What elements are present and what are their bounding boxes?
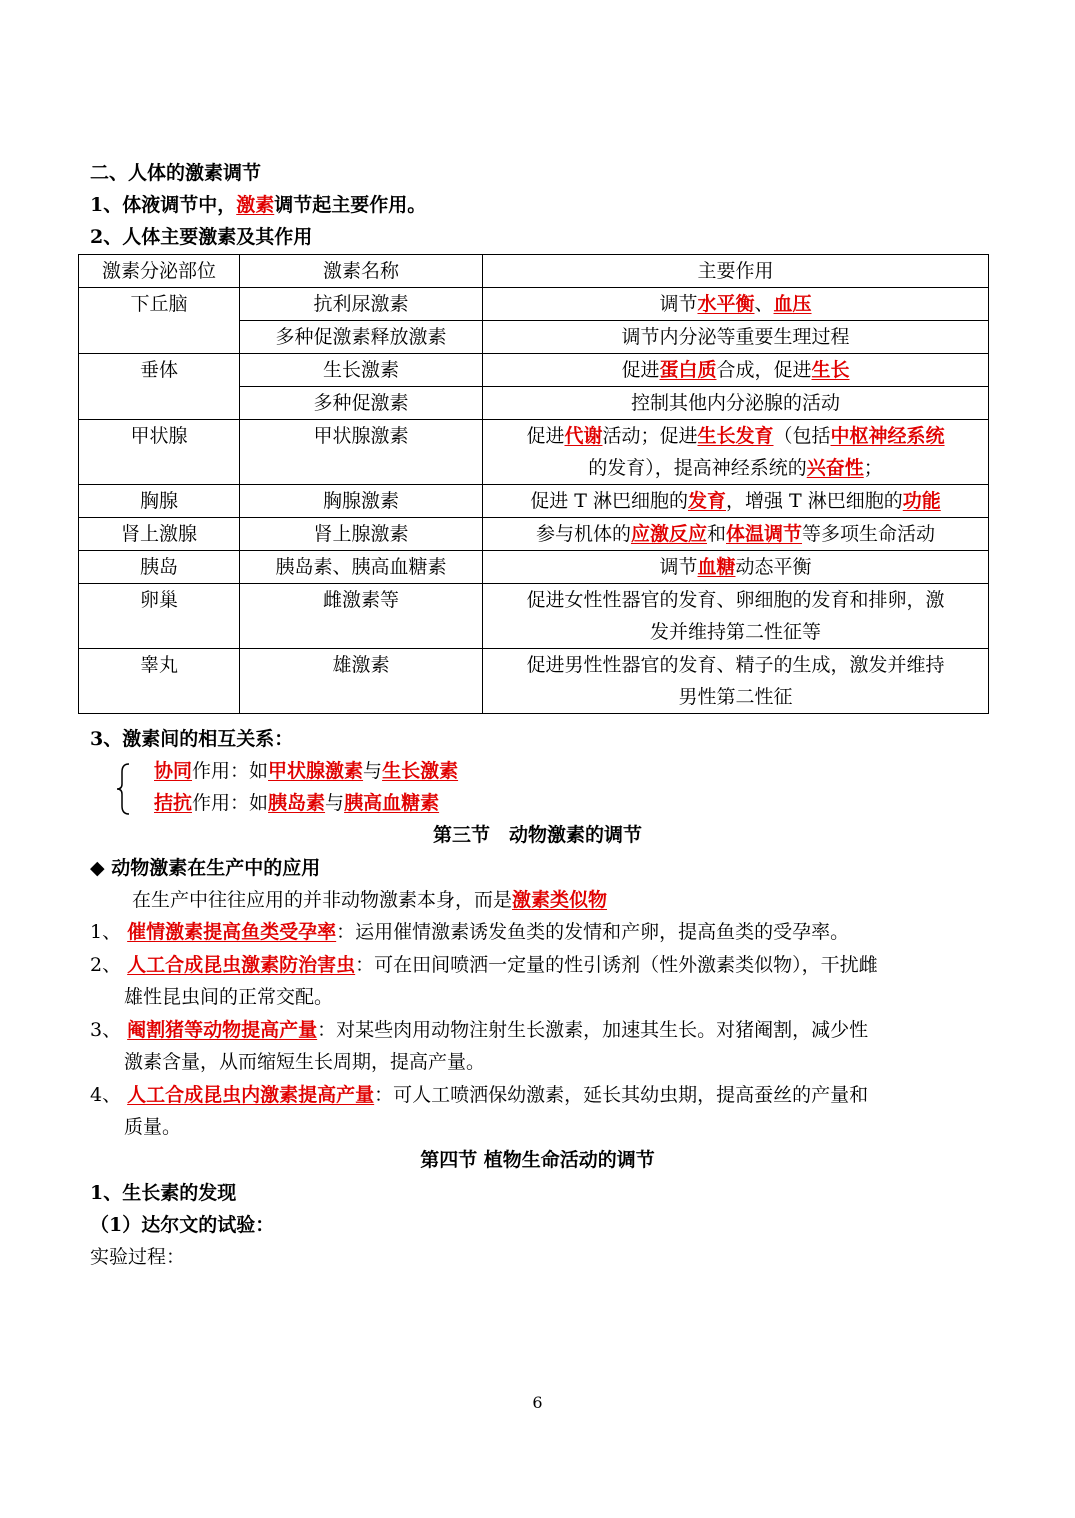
site-cell: 肾上激腺	[79, 518, 240, 551]
table-row	[79, 420, 989, 485]
header-cell: 激素名称	[240, 255, 483, 288]
site-cell: 胸腺	[79, 485, 240, 518]
application-1: 1、 催情激素提高鱼类受孕率：运用催情激素诱发鱼类的发情和产卵，提高鱼类的受孕率。	[90, 921, 850, 943]
intro-paragraph: 在生产中往往应用的并非动物激素本身，而是激素类似物	[132, 889, 608, 911]
function-cell: 促进代谢活动；促进生长发育（包括中枢神经系统 的发育），提高神经系统的兴奋性；	[483, 420, 989, 485]
function-cell: 调节水平衡、血压	[483, 288, 989, 321]
site-cell: 胰岛	[79, 551, 240, 584]
brace-icon	[116, 762, 130, 816]
paragraph-3: 3、激素间的相互关系：	[90, 728, 294, 750]
relation-synergy: 协同作用：如甲状腺激素与生长激素	[154, 760, 459, 782]
diamond-icon: ◆	[90, 857, 105, 879]
application-4: 4、 人工合成昆虫内激素提高产量：可人工喷洒保幼激素，延长其幼虫期，提高蚕丝的产量和	[90, 1084, 869, 1106]
name-cell: 胰岛素、胰高血糖素	[240, 551, 483, 584]
subheading-2: （1）达尔文的试验：	[90, 1214, 275, 1236]
name-cell: 胸腺激素	[240, 485, 483, 518]
hormone-table	[78, 254, 989, 714]
function-cell: 控制其他内分泌腺的活动	[483, 387, 989, 420]
relation-antagonism: 拮抗作用：如胰岛素与胰高血糖素	[154, 792, 440, 814]
highlight: 激素	[236, 194, 275, 216]
table-row	[79, 354, 989, 387]
application-2-cont: 雄性昆虫间的正常交配。	[124, 986, 334, 1008]
section-4-title: 第四节 植物生命活动的调节	[420, 1149, 655, 1171]
name-cell: 肾上腺激素	[240, 518, 483, 551]
paragraph-2: 2、人体主要激素及其作用	[90, 226, 313, 248]
site-cell: 下丘脑	[79, 288, 240, 354]
text: 调节起主要作用。	[274, 194, 427, 216]
table-row	[79, 518, 989, 551]
function-cell: 促进蛋白质合成，促进生长	[483, 354, 989, 387]
site-cell: 卵巢	[79, 584, 240, 649]
site-cell: 垂体	[79, 354, 240, 420]
header-cell: 激素分泌部位	[79, 255, 240, 288]
function-cell: 促进 T 淋巴细胞的发育，增强 T 淋巴细胞的功能	[483, 485, 989, 518]
site-cell: 甲状腺	[79, 420, 240, 485]
text: 1、体液调节中，	[90, 194, 237, 216]
application-2: 2、 人工合成昆虫激素防治害虫：可在田间喷洒一定量的性引诱剂（性外激素类似物），干扰雌	[90, 954, 878, 976]
subheading-1: 1、生长素的发现	[90, 1182, 237, 1204]
name-cell: 生长激素	[240, 354, 483, 387]
table-row	[79, 551, 989, 584]
function-cell: 调节内分泌等重要生理过程	[483, 321, 989, 354]
name-cell: 甲状腺激素	[240, 420, 483, 485]
table-row	[79, 584, 989, 649]
paragraph-1	[90, 190, 426, 220]
experiment-label: 实验过程：	[90, 1246, 186, 1268]
name-cell: 雄激素	[240, 649, 483, 714]
table-row	[79, 485, 989, 518]
name-cell: 多种促激素释放激素	[240, 321, 483, 354]
function-cell: 促进男性性器官的发育、精子的生成，激发并维持 男性第二性征	[483, 649, 989, 714]
page-number: 6	[532, 1393, 543, 1412]
header-cell: 主要作用	[483, 255, 989, 288]
section-3-title: 第三节 动物激素的调节	[432, 824, 642, 846]
name-cell: 抗利尿激素	[240, 288, 483, 321]
name-cell: 雌激素等	[240, 584, 483, 649]
section-title: 二、人体的激素调节	[90, 162, 262, 184]
application-3: 3、 阉割猪等动物提高产量：对某些肉用动物注射生长激素，加速其生长。对猪阉割，减少性	[90, 1019, 869, 1041]
table-row	[79, 288, 989, 321]
name-cell: 多种促激素	[240, 387, 483, 420]
table-row	[79, 649, 989, 714]
bullet-heading: ◆ 动物激素在生产中的应用	[90, 857, 321, 879]
application-4-cont: 质量。	[124, 1116, 182, 1138]
function-cell: 参与机体的应激反应和体温调节等多项生命活动	[483, 518, 989, 551]
function-cell: 促进女性性器官的发育、卵细胞的发育和排卵，激 发并维持第二性征等	[483, 584, 989, 649]
application-3-cont: 激素含量，从而缩短生长周期，提高产量。	[124, 1051, 486, 1073]
site-cell: 睾丸	[79, 649, 240, 714]
table-header-row	[79, 255, 989, 288]
function-cell: 调节血糖动态平衡	[483, 551, 989, 584]
